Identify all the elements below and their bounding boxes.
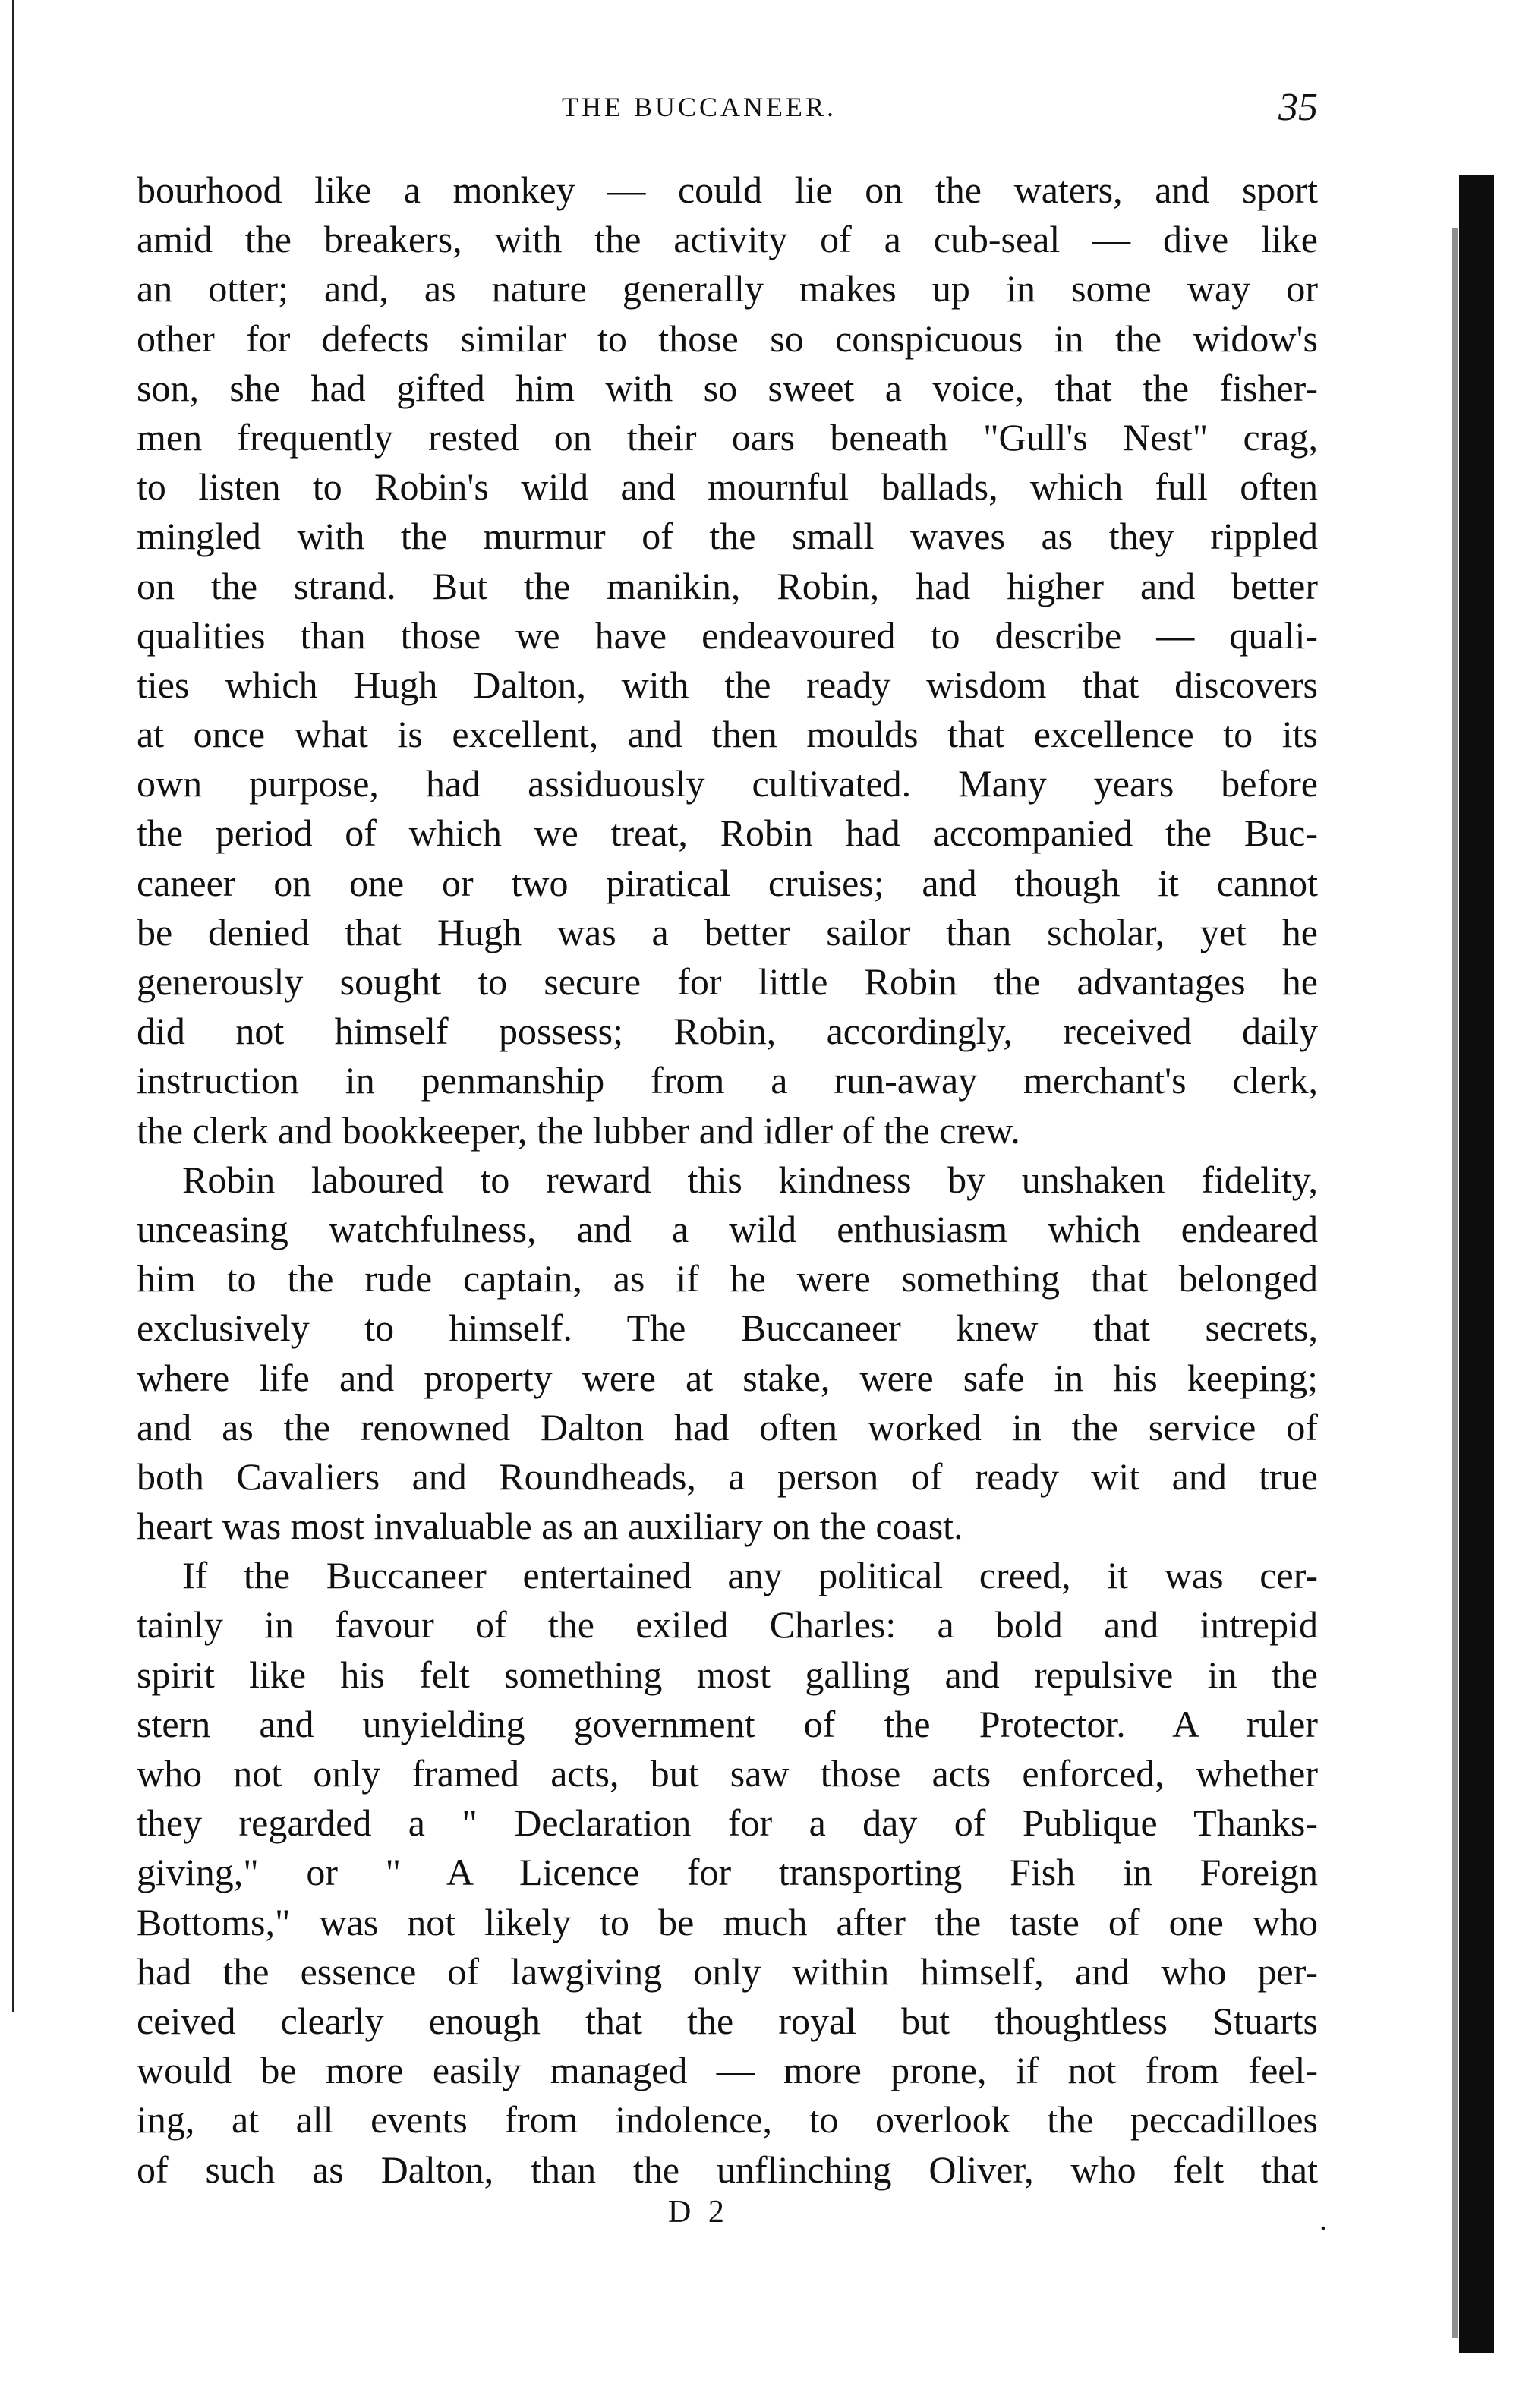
signature-mark: D 2 [668,2195,729,2230]
text-line: own purpose, had assiduously cultivated. Many years before [137,762,1318,805]
text-line: exclusively to himself. The Buccaneer knew that secrets, [137,1306,1318,1350]
page-edge-right [1459,175,1494,2353]
text-line: caneer on one or two piratical cruises; and though it cannot [137,861,1318,904]
page-number: 35 [1278,86,1318,129]
text-line: of such as Dalton, than the unflinching Oliver, who felt that [137,2148,1318,2191]
text-line: and as the renowned Dalton had often worked in the service of [137,1405,1318,1448]
text-line: where life and property were at stake, were safe in his keeping; [137,1356,1318,1399]
text-line: would be more easily managed — more prone, if not from feel- [137,2049,1318,2092]
text-line: they regarded a " Declaration for a day of Publique Thanks- [137,1801,1318,1845]
text-line: men frequently rested on their oars beneath "Gull's Nest" crag, [137,415,1318,459]
text-line: giving," or " A Licence for transporting Fish in Foreign [137,1851,1318,1894]
text-line: qualities than those we have endeavoured to describe — quali- [137,613,1318,657]
text-line: an otter; and, as nature generally makes up in some way or [137,267,1318,310]
text-line: ing, at all events from indolence, to overlook the peccadilloes [137,2098,1318,2142]
text-line: to listen to Robin's wild and mournful ballads, which full often [137,465,1318,509]
page-header [137,85,1318,131]
page-edge-left [12,0,14,2012]
text-line: other for defects similar to those so conspicuous in the widow's [137,317,1318,360]
paragraph [137,1551,1318,2194]
text-line: the clerk and bookkeeper, the lubber and idler of the crew. [137,1108,1020,1152]
text-line: stern and unyielding government of the Protector. A ruler [137,1702,1318,1745]
page-body [137,165,1318,2195]
text-line: generously sought to secure for little Robin the advantages he [137,960,1318,1003]
text-line: son, she had gifted him with so sweet a voice, that the fisher- [137,366,1318,409]
text-line: on the strand. But the manikin, Robin, had higher and better [137,564,1318,607]
text-line: heart was most invaluable as an auxiliary on the coast. [137,1505,963,1548]
text-line: unceasing watchfulness, and a wild enthusiasm which endeared [137,1207,1318,1250]
text-line: at once what is excellent, and then moulds that excellence to its [137,713,1318,756]
text-line: amid the breakers, with the activity of a cub-seal — dive like [137,218,1318,261]
running-title: THE BUCCANEER. [562,92,837,122]
text-line: did not himself possess; Robin, accordingly, received daily [137,1010,1318,1053]
footer-dot: . [1319,2202,1327,2236]
text-line: the period of which we treat, Robin had accompanied the Buc- [137,812,1318,855]
text-line: who not only framed acts, but saw those acts enforced, whether [137,1752,1318,1795]
text-line: If the Buccaneer entertained any political creed, it was cer- [182,1554,1318,1597]
text-line: Robin laboured to reward this kindness by unshaken fidelity, [182,1158,1318,1201]
text-line: spirit like his felt something most galling and repulsive in the [137,1653,1318,1696]
text-line: be denied that Hugh was a better sailor than scholar, yet he [137,910,1318,953]
text-line: had the essence of lawgiving only within himself, and who per- [137,1949,1318,1993]
text-line: Bottoms," was not likely to be much after the taste of one who [137,1900,1318,1943]
text-line: him to the rude captain, as if he were something that belonged [137,1257,1318,1300]
paragraph [137,165,1318,1155]
text-line: ceived clearly enough that the royal but thoughtless Stuarts [137,1999,1318,2042]
text-line: both Cavaliers and Roundheads, a person of ready wit and true [137,1455,1318,1498]
text-line: mingled with the murmur of the small waves as they rippled [137,515,1318,558]
text-line: tainly in favour of the exiled Charles: a bold and intrepid [137,1603,1318,1647]
text-line: bourhood like a monkey — could lie on the waters, and sport [137,169,1318,211]
text-line: ties which Hugh Dalton, with the ready wisdom that discovers [137,663,1318,706]
text-line: instruction in penmanship from a run-away merchant's clerk, [137,1059,1318,1102]
paragraph [137,1155,1318,1552]
page-edge-shadow [1452,228,1458,2338]
